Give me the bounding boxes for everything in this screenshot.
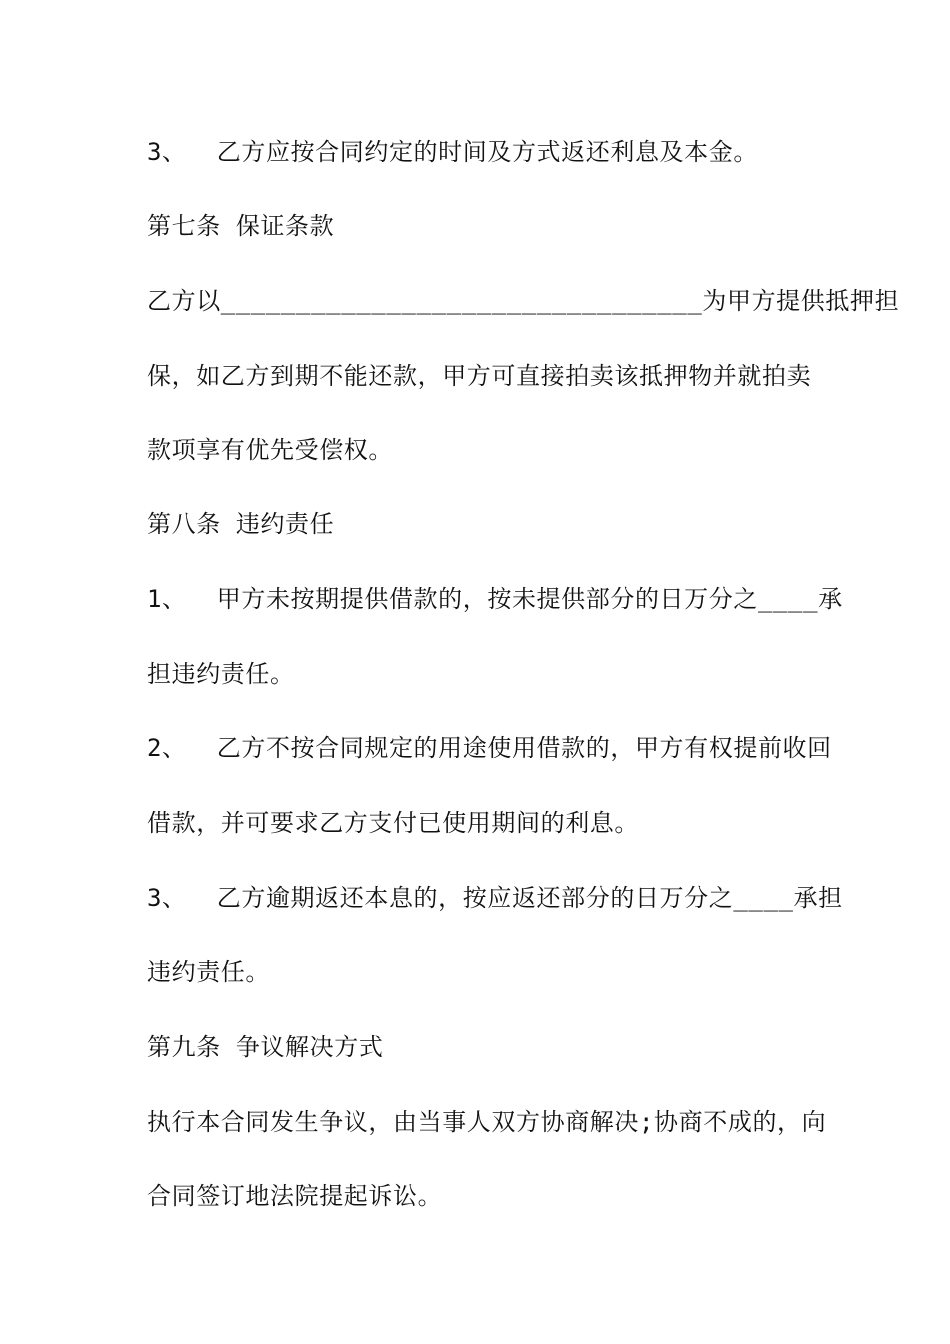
article-8-item-3-line-1: 3、 乙方逾期返还本息的，按应返还部分的日万分之____承担: [147, 884, 843, 912]
article-8-item-2-line-1: 2、 乙方不按合同规定的用途使用借款的，甲方有权提前收回: [147, 734, 832, 762]
article-7-paragraph-line-1: 乙方以________________________________为甲方提供抵押担: [147, 287, 900, 315]
article-8-item-2-line-2: 借款，并可要求乙方支付已使用期间的利息。: [147, 809, 639, 837]
article-7-paragraph-line-3: 款项享有优先受偿权。: [147, 436, 393, 464]
article-8-heading: 第八条 违约责任: [147, 510, 335, 538]
article-9-paragraph-line-2: 合同签订地法院提起诉讼。: [147, 1182, 443, 1210]
clause-6-item-3: 3、 乙方应按合同约定的时间及方式返还利息及本金。: [147, 138, 758, 166]
article-8-item-3-line-2: 违约责任。: [147, 958, 270, 986]
article-8-item-1-line-1: 1、 甲方未按期提供借款的，按未提供部分的日万分之____承: [147, 585, 843, 613]
article-7-paragraph-line-2: 保，如乙方到期不能还款，甲方可直接拍卖该抵押物并就拍卖: [147, 362, 812, 390]
article-9-paragraph-line-1: 执行本合同发生争议，由当事人双方协商解决;协商不成的，向: [147, 1108, 827, 1136]
article-8-item-1-line-2: 担违约责任。: [147, 660, 295, 688]
article-9-heading: 第九条 争议解决方式: [147, 1033, 384, 1061]
article-7-heading: 第七条 保证条款: [147, 212, 335, 240]
